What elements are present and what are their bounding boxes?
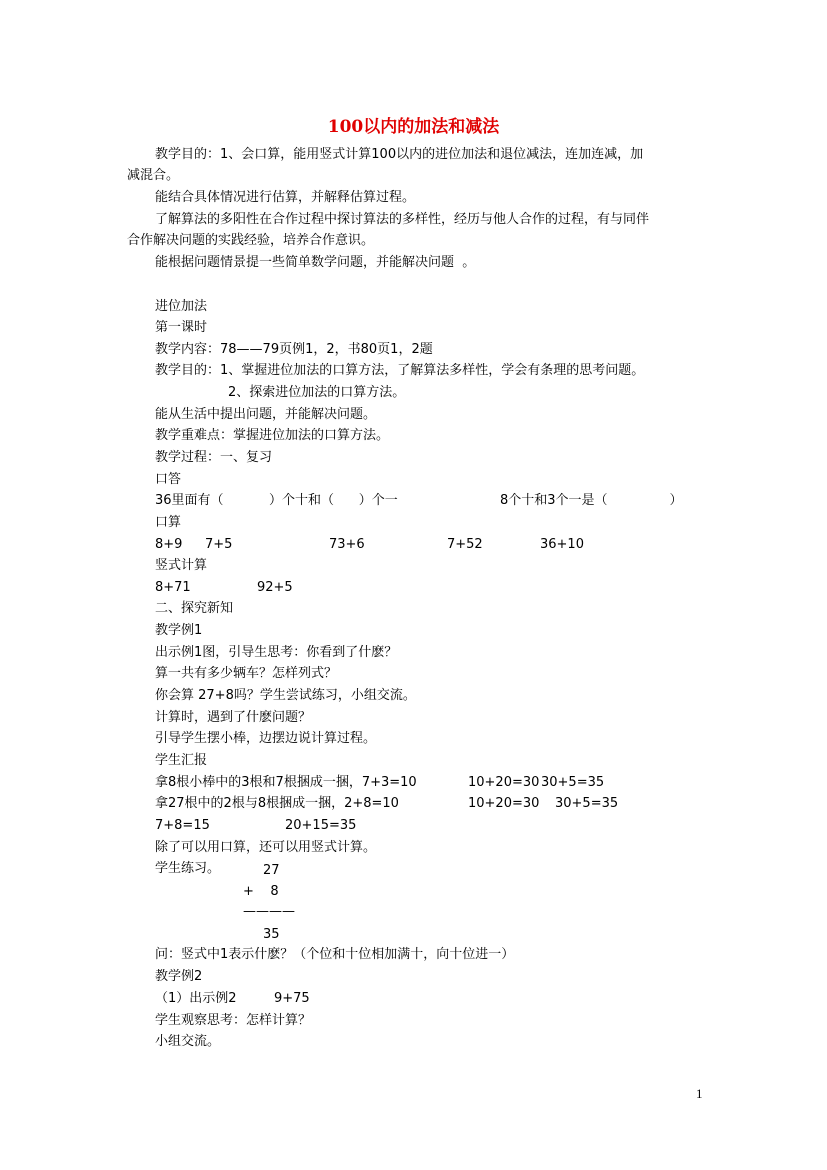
text-line: 合作解决问题的实践经验，培养合作意识。	[127, 233, 375, 248]
text-line: 出示例1图，引导生思考：你看到了什麽？	[155, 645, 398, 660]
text-line: 8个十和3个一是（ ）	[500, 493, 683, 508]
text-line: 学生观察思考：怎样计算？	[155, 1013, 312, 1028]
math-expression: 20+15=35	[285, 818, 357, 833]
math-expression: 36+10	[540, 537, 584, 552]
text-line: 教学目的：1、会口算，能用竖式计算100以内的进位加法和退位减法，连加连减，加	[155, 147, 644, 162]
text-line: 口答	[155, 472, 182, 487]
vertical-calc-top: 27	[263, 863, 280, 878]
text-line: 教学例1	[155, 623, 203, 638]
text-line: 学生汇报	[155, 753, 208, 768]
text-line: 教学例2	[155, 969, 203, 984]
math-expression: 10+20=30	[468, 796, 540, 811]
math-expression: 8+9	[155, 537, 183, 552]
math-expression: 9+75	[274, 991, 310, 1006]
section-heading: 二、探究新知	[155, 601, 234, 616]
text-line: 你会算 27+8吗？学生尝试练习，小组交流。	[155, 688, 416, 703]
page-number: 1	[696, 1086, 703, 1101]
text-line: 教学过程：一、复习	[155, 450, 273, 465]
math-expression: 30+5=35	[555, 796, 619, 811]
math-expression: 7+5	[205, 537, 233, 552]
math-expression: 30+5=35	[541, 775, 605, 790]
text-line: 算一共有多少辆车？怎样列式？	[155, 666, 338, 681]
text-line: 计算时，遇到了什麽问题？	[155, 710, 312, 725]
math-expression: 7+8=15	[155, 818, 210, 833]
vertical-calc-addend: + 8	[243, 884, 279, 899]
text-line: 教学重难点：掌握进位加法的口算方法。	[155, 428, 390, 443]
text-line: 教学内容：78——79页例1，2，书80页1，2题	[155, 342, 433, 357]
text-line: 36里面有（ ）个十和（ ）个一	[155, 493, 398, 508]
vertical-calc-result: 35	[263, 927, 280, 942]
text-line: 能结合具体情况进行估算，并解释估算过程。	[155, 190, 416, 205]
text-line: 了解算法的多阳性在合作过程中探讨算法的多样性，经历与他人合作的过程，有与同伴	[155, 212, 650, 227]
text-line: 第一课时	[155, 320, 208, 335]
text-line: 2、探索进位加法的口算方法。	[228, 385, 406, 400]
math-expression: 8+71	[155, 580, 191, 595]
text-line: 能从生活中提出问题，并能解决问题。	[155, 407, 377, 422]
text-line: 除了可以用口算，还可以用竖式计算。	[155, 840, 377, 855]
text-line: （1）出示例2	[155, 991, 237, 1006]
vertical-calc-line: ————	[243, 904, 295, 919]
text-line: 问：竖式中1表示什麽？（个位和十位相加满十，向十位进一）	[155, 947, 515, 962]
text-line: 引导学生摆小棒，边摆边说计算过程。	[155, 731, 377, 746]
page-title: 100以内的加法和减法	[327, 117, 500, 137]
text-line: 口算	[155, 515, 182, 530]
math-expression: 10+20=30	[468, 775, 540, 790]
text-line: 竖式计算	[155, 558, 208, 573]
math-expression: 73+6	[329, 537, 365, 552]
text-line: 教学目的：1、掌握进位加法的口算方法，了解算法多样性，学会有条理的思考问题。	[155, 363, 645, 378]
text-line: 能根据问题情景提一些简单数学问题，并能解决问题 。	[155, 255, 476, 270]
math-expression: 7+52	[447, 537, 483, 552]
text-line: 减混合。	[127, 168, 180, 183]
text-line: 学生练习。	[155, 861, 221, 876]
text-line: 拿8根小棒中的3根和7根捆成一捆，7+3=10	[155, 775, 417, 790]
section-heading: 进位加法	[155, 299, 208, 314]
text-line: 拿27根中的2根与8根捆成一捆，2+8=10	[155, 796, 399, 811]
math-expression: 92+5	[257, 580, 293, 595]
text-line: 小组交流。	[155, 1034, 221, 1049]
